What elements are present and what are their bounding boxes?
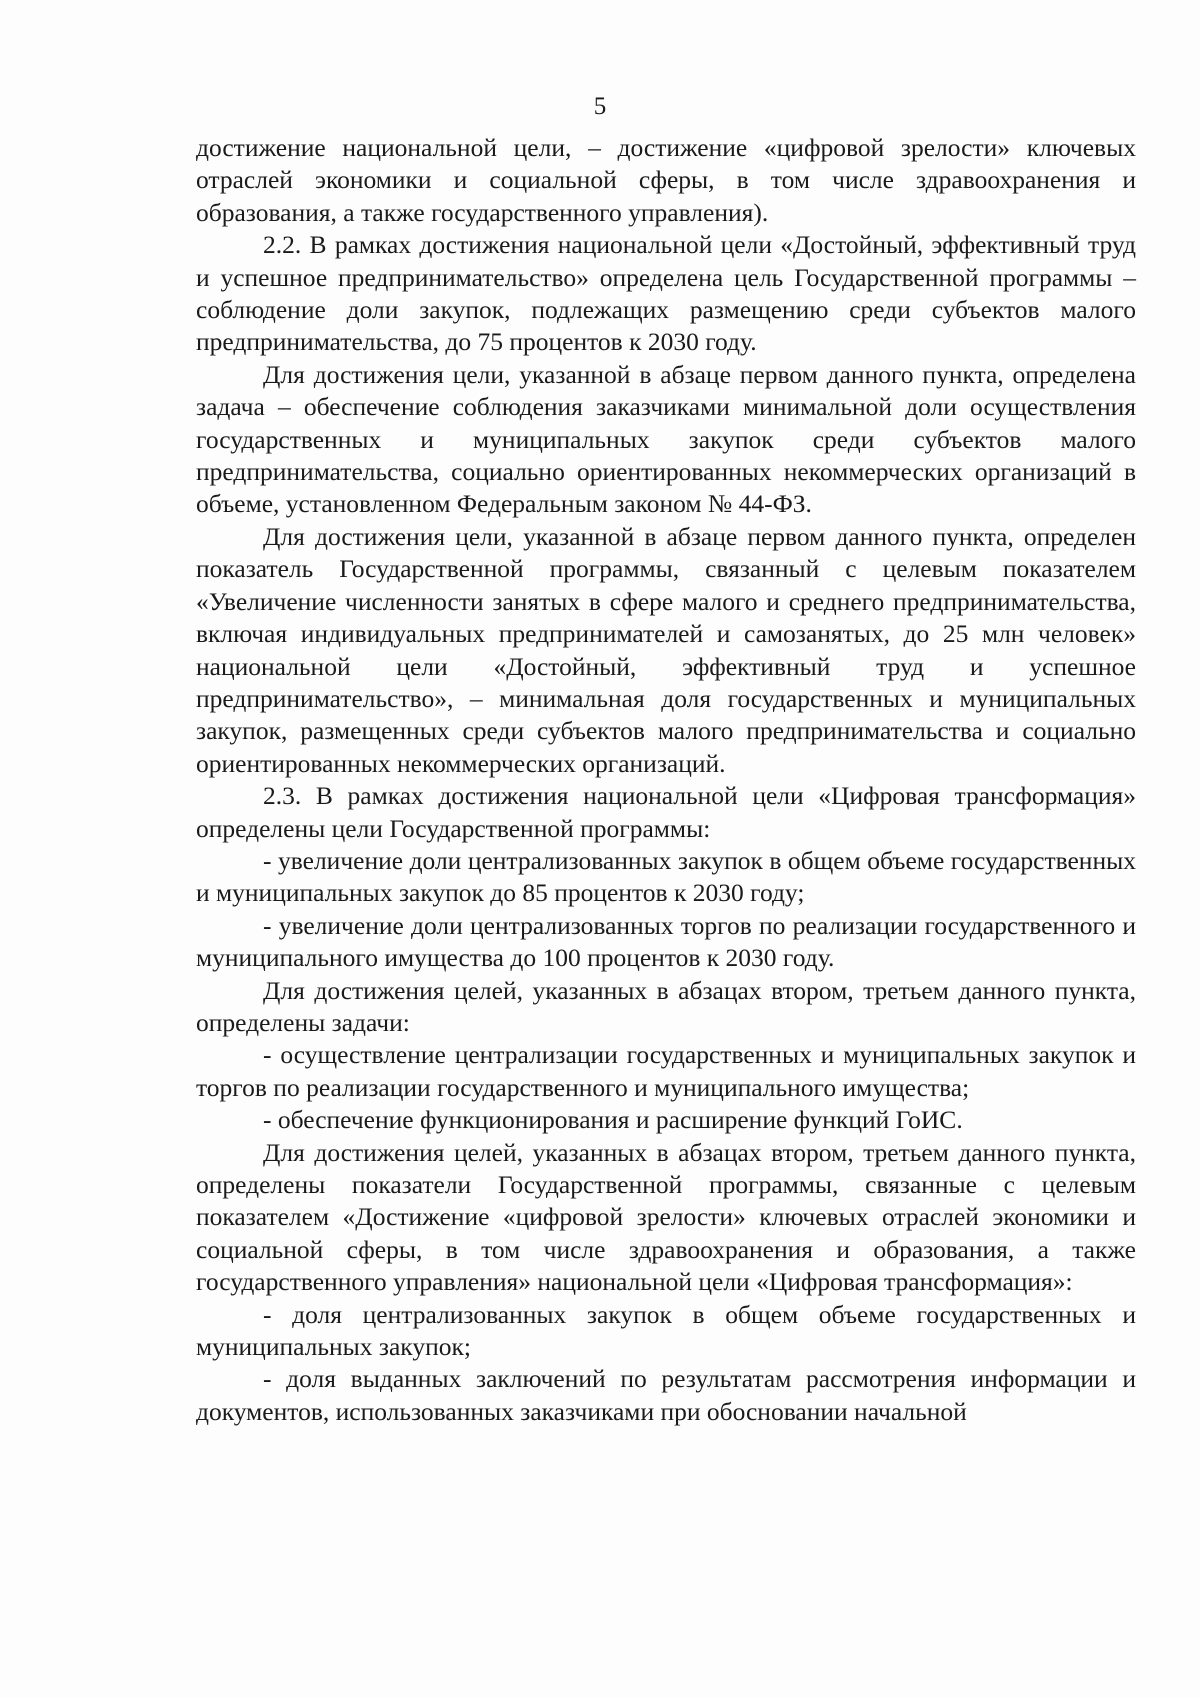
list-item-indicator-centralized-share: - доля централизованных закупок в общем объеме государственных и муниципальных закупок; (196, 1299, 1136, 1362)
list-item-goal-auctions: - увеличение доли централизованных торгов по реализации государственного и муниципального имущества до 100 процентов к 2030 году. (196, 910, 1136, 973)
list-item-task-gois: - обеспечение функционирования и расширение функций ГоИС. (263, 1105, 963, 1135)
paragraph-section-2-2: 2.2. В рамках достижения национальной цели «Достойный, эффективный труд и успешное предпринимательство» определена цель Государственной программы – соблюдение доли закупок, подлежащих размещению среди субъектов малого предпринимательства, до 75 процентов к 2030 году. (196, 230, 1136, 357)
list-item-task-centralization: - осуществление централизации государственных и муниципальных закупок и торгов по реализации государственного и муниципального имущества; (196, 1040, 1136, 1102)
list-item-indicator-conclusions: - доля выданных заключений по результатам рассмотрения информации и документов, использованных заказчиками при обосновании начальной (196, 1364, 1136, 1426)
paragraph-task-smb: Для достижения цели, указанной в абзаце первом данного пункта, определена задача – обеспечение соблюдения заказчиками минимальной доли осуществления государственных и муниципальных закупок среди субъектов малого предпринимательства, социально ориентированных некоммерческих организаций в объеме, установленном Федеральным законом № 44-ФЗ. (196, 359, 1136, 519)
paragraph-continuation: достижение национальной цели, – достижение «цифровой зрелости» ключевых отраслей экономики и социальной сферы, в том числе здравоохранения и образования, а также государственного управления). (196, 133, 1136, 227)
paragraph-section-2-3: 2.3. В рамках достижения национальной цели «Цифровая трансформация» определены цели Государственной программы: (196, 781, 1136, 843)
page-number: 5 (593, 93, 607, 120)
paragraph-indicators-intro: Для достижения целей, указанных в абзацах втором, третьем данного пункта, определены показатели Государственной программы, связанные с целевым показателем «Достижение «цифровой зрелости» ключевых отраслей экономики и социальной сферы, в том числе здравоохранения и образования, а также государственного управления» национальной цели «Цифровая трансформация»: (196, 1137, 1136, 1297)
paragraph-indicator-smb: Для достижения цели, указанной в абзаце первом данного пункта, определен показатель Государственной программы, связанный с целевым показателем «Увеличение численности занятых в сфере малого и среднего предпринимательства, включая индивидуальных предпринимателей и самозанятых, до 25 млн человек» национальной цели «Достойный, эффективный труд и успешное предпринимательство», – минимальная доля государственных и муниципальных закупок, размещенных среди субъектов малого предпринимательства и социально ориентированных некоммерческих организаций. (196, 521, 1136, 778)
paragraph-tasks-intro: Для достижения целей, указанных в абзацах втором, третьем данного пункта, определены задачи: (196, 975, 1136, 1037)
document-body (196, 132, 1136, 1428)
list-item-goal-procurement: - увеличение доли централизованных закупок в общем объеме государственных и муниципальных закупок до 85 процентов к 2030 году; (196, 845, 1136, 908)
